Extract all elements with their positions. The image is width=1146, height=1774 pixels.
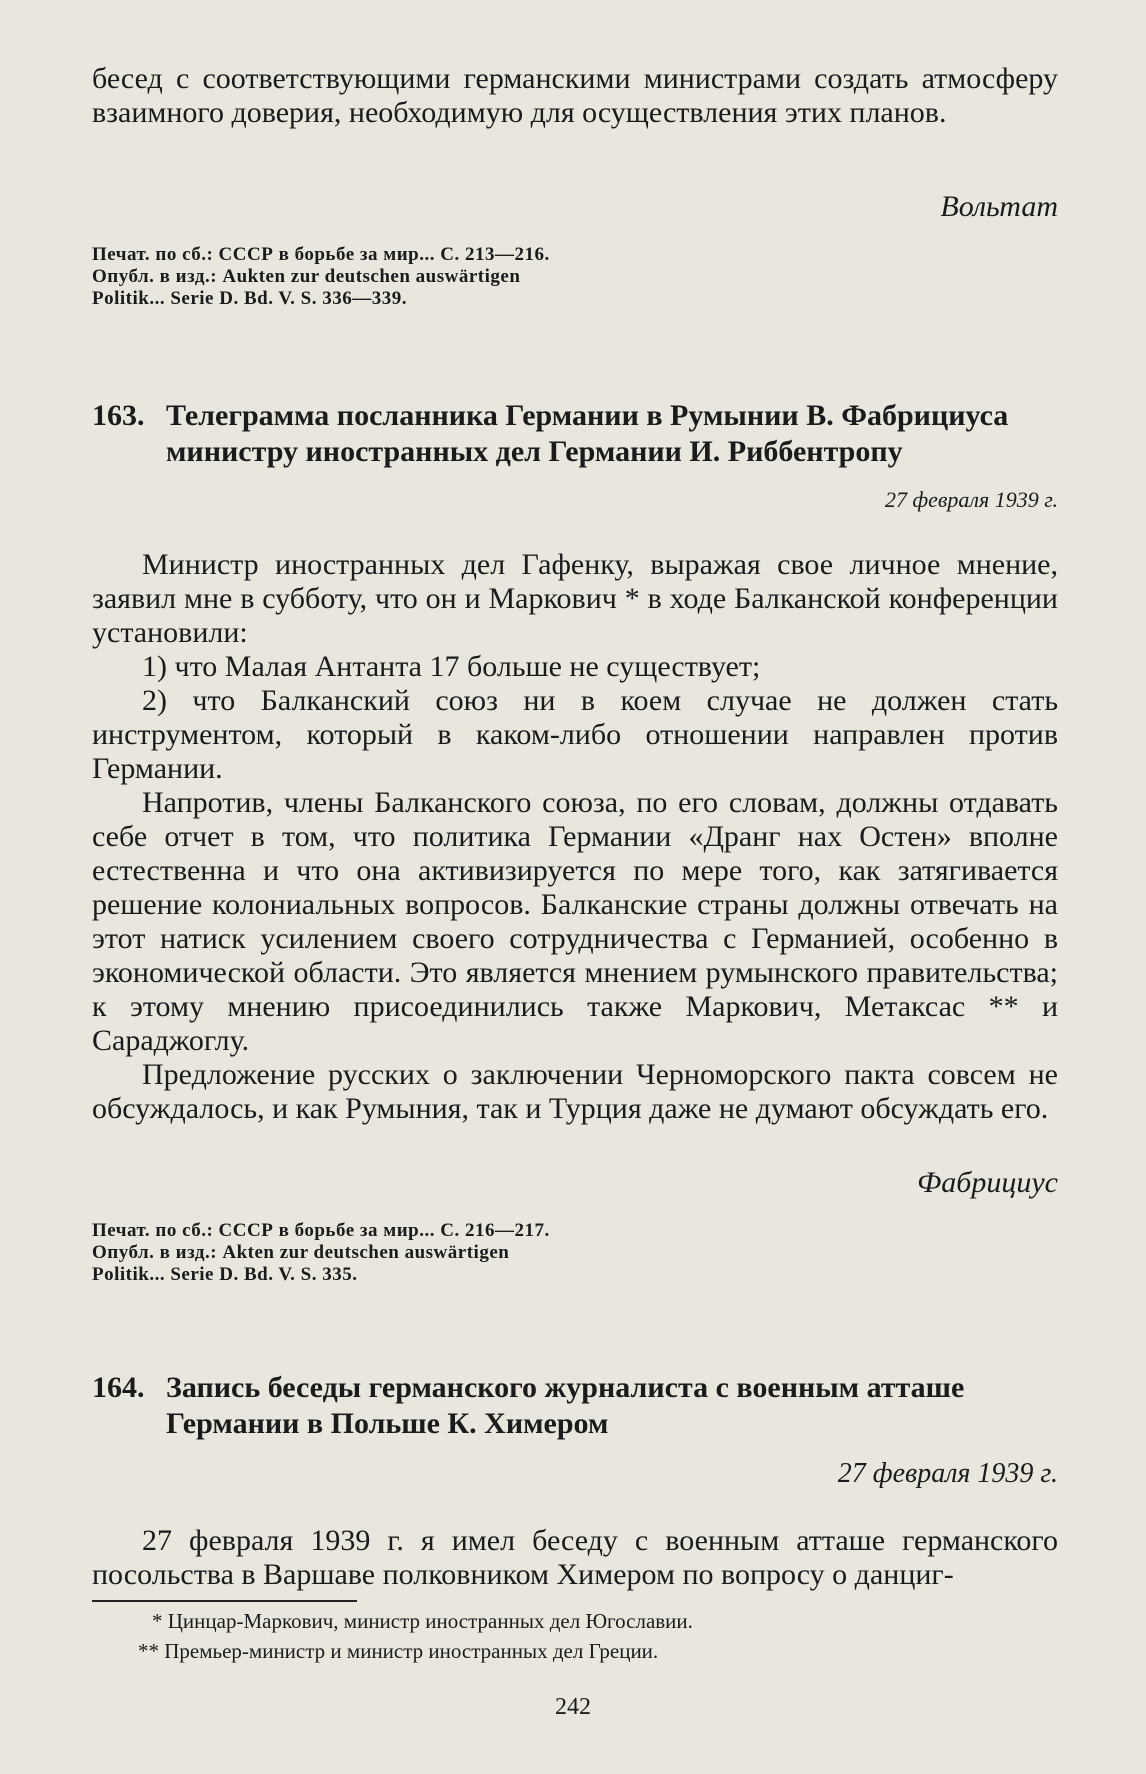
- paragraph-4: Напротив, члены Балканского союза, по его словам, должны отдавать себе отчет в том, что политика Германии «Дранг нах Остен» вполне естественна и что она активизируется по мере того, как затягивается решение колониальных вопросов. Балканские страны должны отвечать на этот натиск усилением своего сотрудничества с Германией, особенно в экономической области. Это является мнением румынского правительства; к этому мнению присоединились также Маркович, Метаксас ** и Сараджоглу.: [92, 786, 1058, 1057]
- paragraph-1: Министр иностранных дел Гафенку, выражая свое личное мнение, заявил мне в субботу, что он и Маркович * в ходе Балканской конференции установили:: [92, 548, 1058, 649]
- document-number: 163.: [92, 399, 145, 432]
- document-date: 27 февраля 1939 г.: [837, 1458, 1058, 1489]
- document-date: 27 февраля 1939 г.: [884, 487, 1058, 512]
- paragraph-5: Предложение русских о заключении Черноморского пакта совсем не обсуждалось, и как Румыния, так и Турция даже не думают обсуждать его.: [92, 1058, 1058, 1125]
- signature-text: Фабрициус: [917, 1166, 1058, 1199]
- signature-text: Вольтат: [940, 190, 1058, 223]
- footnote-divider: [92, 1600, 357, 1602]
- signature-fabricius: [92, 1166, 1058, 1200]
- footnote-1: * Цинцар-Маркович, министр иностранных дел Югославии.: [152, 1609, 693, 1633]
- footnotes: [92, 1606, 1058, 1666]
- paragraph-1: 27 февраля 1939 г. я имел беседу с военным атташе германского посольства в Варшаве полковником Химером по вопросу о данциг-: [92, 1524, 1058, 1591]
- paragraph-2: 1) что Малая Антанта 17 больше не существует;: [142, 650, 761, 683]
- document-number: 164.: [92, 1371, 145, 1404]
- source-note-2: [92, 1220, 1058, 1286]
- document-164-body: [92, 1524, 1058, 1592]
- source-text: Печат. по сб.: СССР в борьбе за мир... С. 213—216. Опубл. в изд.: Aukten zur deutschen auswärtigen Politik... Serie D. Bd. V. S. 336—339.: [92, 244, 550, 309]
- source-note-1: [92, 244, 1058, 310]
- paragraph-3: 2) что Балканский союз ни в коем случае не должен стать инструментом, который в каком-либо отношении направлен против Германии.: [92, 684, 1058, 785]
- document-163-date: [92, 487, 1058, 513]
- source-text: Печат. по сб.: СССР в борьбе за мир... С. 216—217. Опубл. в изд.: Akten zur deutschen auswärtigen Politik... Serie D. Bd. V. S. 335.: [92, 1220, 550, 1285]
- document-163-body: [92, 548, 1058, 1126]
- document-164-date: [92, 1458, 1058, 1490]
- continuation-paragraph: [92, 62, 1058, 130]
- document-164-heading: [92, 1370, 1058, 1442]
- paragraph-text: бесед с соответствующими германскими министрами создать атмосферу взаимного доверия, необходимую для осуществления этих планов.: [92, 62, 1058, 129]
- footnote-2: ** Премьер-министр и министр иностранных дел Греции.: [138, 1639, 659, 1663]
- document-title-line1: Телеграмма посланника Германии в Румынии В. Фабрициуса: [166, 399, 1009, 432]
- document-title-line1: Запись беседы германского журналиста с военным атташе: [166, 1371, 965, 1404]
- page-number: 242: [555, 1694, 591, 1720]
- document-title-line2: Германии в Польше К. Химером: [166, 1407, 609, 1440]
- signature-voltat: [92, 190, 1058, 224]
- document-title-line2: министру иностранных дел Германии И. Риббентропу: [166, 435, 903, 468]
- document-163-heading: [92, 398, 1058, 470]
